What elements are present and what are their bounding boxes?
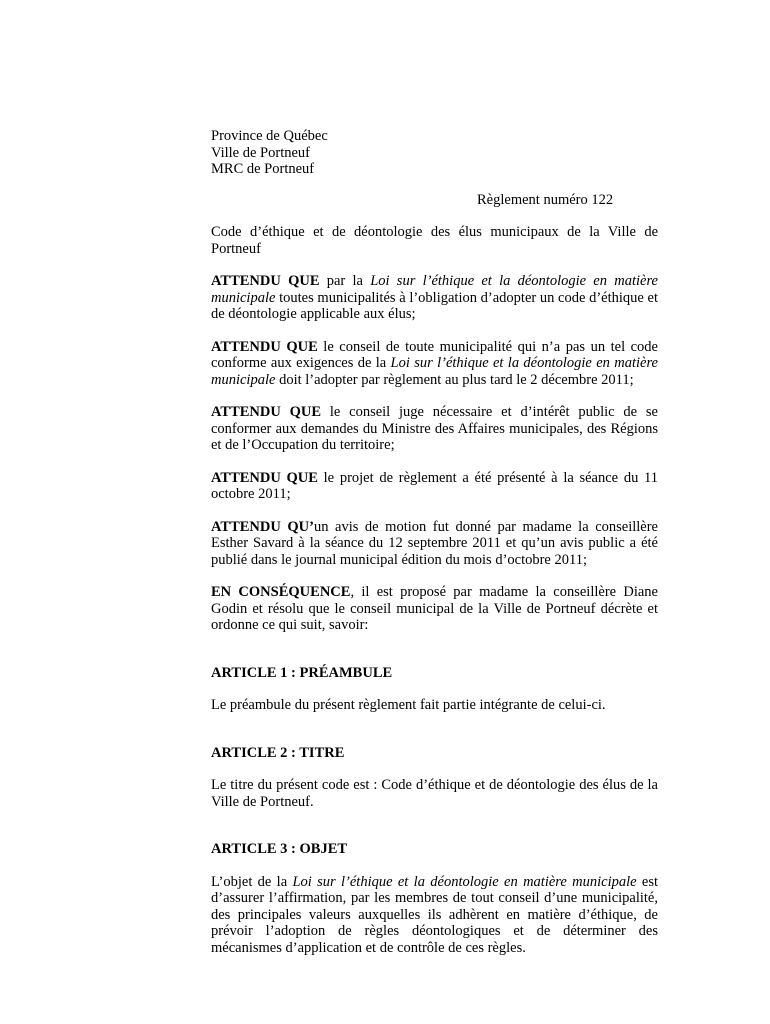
whereas-keyword: ATTENDU QU’ [211, 518, 314, 535]
article-1-text: Le préambule du présent règlement fait partie intégrante de celui-ci. [211, 697, 606, 713]
whereas-text: le conseil de toute municipalité qui n’a pas un tel code conforme aux exigences de la [211, 338, 658, 371]
whereas-paragraph-4 [211, 470, 658, 503]
city-line: Ville de Portneuf [211, 144, 310, 161]
article-3-text-end: est d’assurer l’affirmation, par les membres de tout conseil d’une municipalité, des principales valeurs auxquelles ils adhèrent en matière d’éthique, de prévoir l’adoption de règles déontologiques et de déterminer des mécanismes d’application et de contrôle de ces règles. [211, 873, 659, 956]
article-1-heading: ARTICLE 1 : PRÉAMBULE [211, 664, 393, 681]
article-3-heading: ARTICLE 3 : OBJET [211, 841, 348, 857]
article-3-text [211, 874, 658, 957]
document-page [211, 128, 658, 956]
document-title: Code d’éthique et de déontologie des élus municipaux de la Ville de Portneuf [211, 224, 658, 257]
whereas-paragraph-3 [211, 404, 658, 454]
article-2-heading: ARTICLE 2 : TITRE [211, 744, 345, 761]
whereas-text: par la [319, 273, 371, 289]
whereas-keyword: ATTENDU QUE [211, 404, 322, 420]
whereas-text: un avis de motion fut donné par madame la conseillère Esther Savard à la séance du 12 septembre 2011 et qu’un avis public a été publié dans le journal municipal édition du mois d’octobre 2011; [211, 518, 658, 568]
law-title: Loi sur l’éthique et la déontologie en matière municipale [211, 355, 658, 388]
document-header [211, 128, 658, 178]
whereas-paragraph-1 [211, 273, 658, 323]
whereas-text: doit l’adopter par règlement au plus tard le 2 décembre 2011; [275, 371, 634, 388]
whereas-keyword: ATTENDU QUE [211, 469, 318, 486]
mrc-line: MRC de Portneuf [211, 161, 315, 177]
whereas-keyword: ATTENDU QUE [211, 273, 320, 289]
consequence-text: , il est proposé par madame la conseillère Diane Godin et résolu que le conseil municipal de la Ville de Portneuf décrète et ordonne ce qui suit, savoir: [211, 584, 658, 633]
consequence-paragraph [211, 584, 658, 634]
whereas-text: toutes municipalités à l’obligation d’adopter un code d’éthique et de déontologie applicable aux élus; [211, 289, 658, 322]
whereas-keyword: ATTENDU QUE [211, 338, 318, 355]
province-line: Province de Québec [211, 128, 328, 144]
whereas-text: le projet de règlement a été présenté à la séance du 11 octobre 2011; [211, 469, 658, 502]
reglement-number: Règlement numéro 122 [477, 191, 614, 208]
article-2-text: Le titre du présent code est : Code d’éthique et de déontologie des élus de la Ville de Portneuf. [211, 777, 658, 810]
whereas-paragraph-2 [211, 339, 658, 389]
article-3-text-start: L’objet de la [211, 873, 293, 890]
consequence-keyword: EN CONSÉQUENCE [211, 584, 351, 600]
law-title: Loi sur l’éthique et la déontologie en matière municipale [292, 873, 637, 890]
law-title: Loi sur l’éthique et la déontologie en matière municipale [211, 273, 658, 306]
whereas-text: le conseil juge nécessaire et d’intérêt public de se conformer aux demandes du Ministre des Affaires municipales, des Régions et de l’Occupation du territoire; [211, 404, 658, 453]
whereas-paragraph-5 [211, 519, 658, 569]
